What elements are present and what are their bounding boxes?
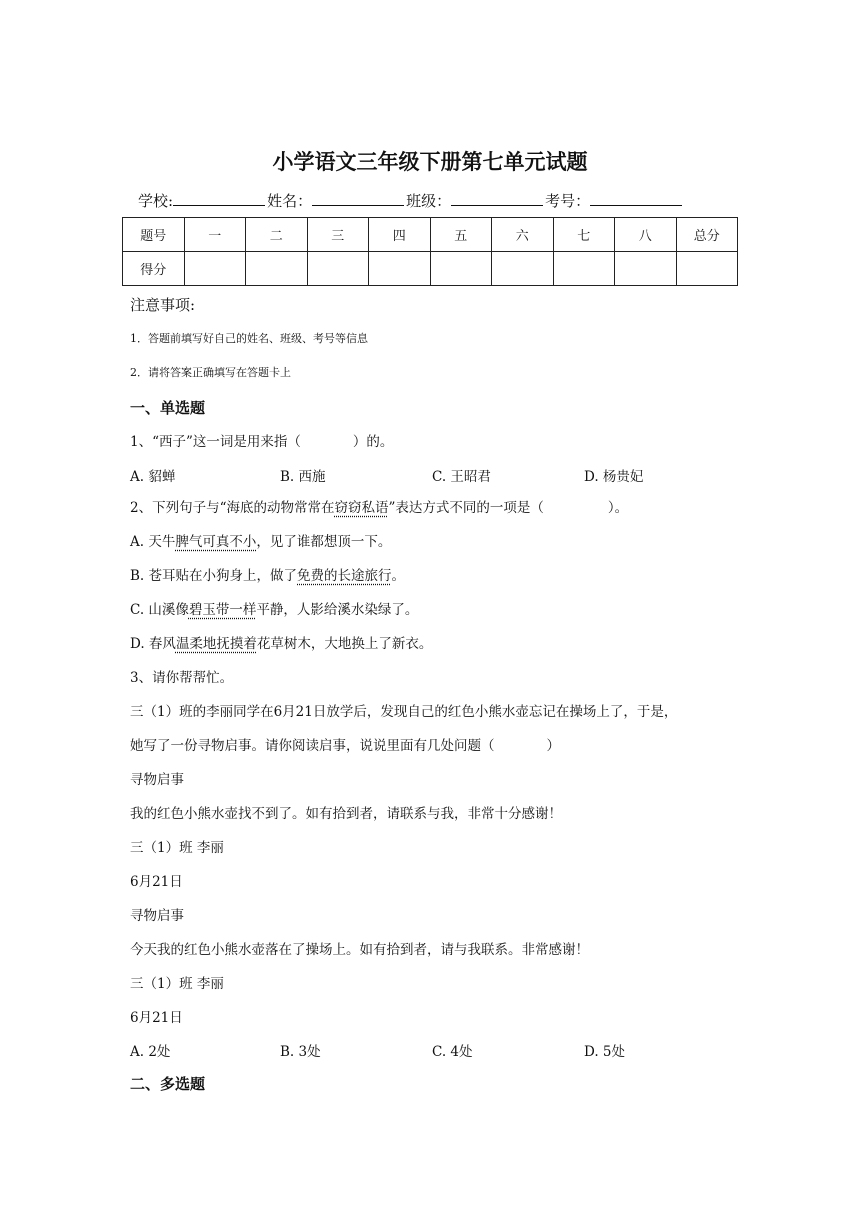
score-table (122, 217, 738, 286)
table-cell: 一 (184, 218, 246, 252)
question-1-stem-b: ）的。 (352, 434, 394, 450)
score-table-header-row (123, 218, 738, 252)
score-cell[interactable] (553, 252, 615, 286)
option-b[interactable]: B. 3处 (280, 1044, 321, 1060)
score-cell[interactable] (307, 252, 369, 286)
option-c[interactable]: C. 4处 (432, 1044, 473, 1060)
option-text: B. 苍耳贴在小狗身上，做了 (130, 568, 298, 584)
notice-item: 2．请将答案正确填写在答题卡上 (130, 366, 291, 379)
class-blank[interactable] (451, 191, 543, 206)
question-2-option-c[interactable] (130, 598, 418, 618)
option-dotted-text: 碧玉带一样 (188, 602, 257, 618)
name-label: 姓名： (267, 192, 313, 210)
option-text: C. 山溪像 (130, 602, 189, 618)
notice-2-title: 寻物启事 (130, 908, 184, 924)
option-text: D. 春风 (130, 636, 176, 652)
question-2-stem-c: ）。 (607, 500, 629, 516)
question-2-stem-b: ”表达方式不同的一项是（ (388, 500, 544, 516)
option-text: 平静，人影给溪水染绿了。 (256, 602, 419, 618)
option-a[interactable]: A. 2处 (130, 1044, 171, 1060)
option-b[interactable]: B. 西施 (280, 469, 326, 485)
notice-1-date: 6月21日 (130, 874, 183, 890)
question-2-option-a[interactable] (130, 530, 391, 550)
question-2-stem-a: 2、下列句子与“海底的动物常常在 (130, 500, 335, 516)
score-cell[interactable] (615, 252, 677, 286)
school-blank[interactable] (173, 191, 265, 206)
score-cell[interactable] (369, 252, 431, 286)
notice-2-body: 今天我的红色小熊水壶落在了操场上。如有拾到者，请与我联系。非常感谢！ (130, 942, 589, 958)
table-cell: 二 (246, 218, 308, 252)
option-text: 花草树木，大地换上了新衣。 (256, 636, 433, 652)
section-heading-multiple-choice: 二、多选题 (130, 1075, 206, 1093)
table-cell: 四 (369, 218, 431, 252)
option-text: ，见了谁都想顶一下。 (256, 534, 392, 550)
table-cell: 五 (430, 218, 492, 252)
table-cell: 六 (492, 218, 554, 252)
score-table-score-row (123, 252, 738, 286)
question-2-dotted-phrase: 窃窃私语 (334, 500, 389, 516)
table-cell: 七 (553, 218, 615, 252)
school-label: 学校: (138, 192, 174, 210)
score-cell[interactable] (184, 252, 246, 286)
score-cell[interactable] (246, 252, 308, 286)
section-heading-single-choice: 一、单选题 (130, 399, 206, 417)
name-blank[interactable] (312, 191, 404, 206)
option-a[interactable]: A. 貂蝉 (130, 469, 176, 485)
table-cell: 总分 (676, 218, 738, 252)
question-2-option-b[interactable] (130, 564, 405, 584)
option-text: A. 天牛 (130, 534, 176, 550)
question-3-stem: 3、请你帮帮忙。 (130, 670, 234, 686)
notice-2-date: 6月21日 (130, 1010, 183, 1026)
table-cell: 三 (307, 218, 369, 252)
paragraph-text: 她写了一份寻物启事。请你阅读启事，说说里面有几处问题（ (130, 738, 495, 754)
option-c[interactable]: C. 王昭君 (432, 469, 491, 485)
table-cell: 八 (615, 218, 677, 252)
question-3-paragraph (130, 734, 560, 754)
score-cell[interactable] (430, 252, 492, 286)
option-d[interactable]: D. 5处 (584, 1044, 626, 1060)
question-2-option-d[interactable] (130, 632, 432, 652)
option-dotted-text: 免费的长途旅行 (297, 568, 392, 584)
table-cell: 题号 (123, 218, 185, 252)
score-cell[interactable] (676, 252, 738, 286)
class-label: 班级： (406, 192, 452, 210)
score-cell[interactable] (492, 252, 554, 286)
notice-1-title: 寻物启事 (130, 772, 184, 788)
paragraph-text: ） (546, 738, 560, 754)
question-2-stem (130, 496, 628, 516)
notice-item: 1．答题前填写好自己的姓名、班级、考号等信息 (130, 332, 368, 345)
notice-1-body: 我的红色小熊水壶找不到了。如有拾到者，请联系与我，非常十分感谢！ (130, 806, 562, 822)
page-title: 小学语文三年级下册第七单元试题 (272, 150, 588, 174)
option-dotted-text: 温柔地抚摸着 (175, 636, 257, 652)
notice-1-sign: 三（1）班 李丽 (130, 840, 224, 856)
student-info-line (138, 190, 684, 211)
exam-no-label: 考号： (545, 192, 591, 210)
table-cell: 得分 (123, 252, 185, 286)
notice-heading: 注意事项: (130, 296, 196, 314)
question-1-stem-a: 1、“西子”这一词是用来指（ (130, 434, 301, 450)
question-1-stem (130, 430, 393, 450)
notice-2-sign: 三（1）班 李丽 (130, 976, 224, 992)
exam-no-blank[interactable] (590, 191, 682, 206)
question-3-paragraph: 三（1）班的李丽同学在6月21日放学后，发现自己的红色小熊水壶忘记在操场上了，于是， (130, 704, 678, 720)
option-d[interactable]: D. 杨贵妃 (584, 469, 644, 485)
option-dotted-text: 脾气可真不小 (175, 534, 257, 550)
option-text: 。 (391, 568, 406, 584)
